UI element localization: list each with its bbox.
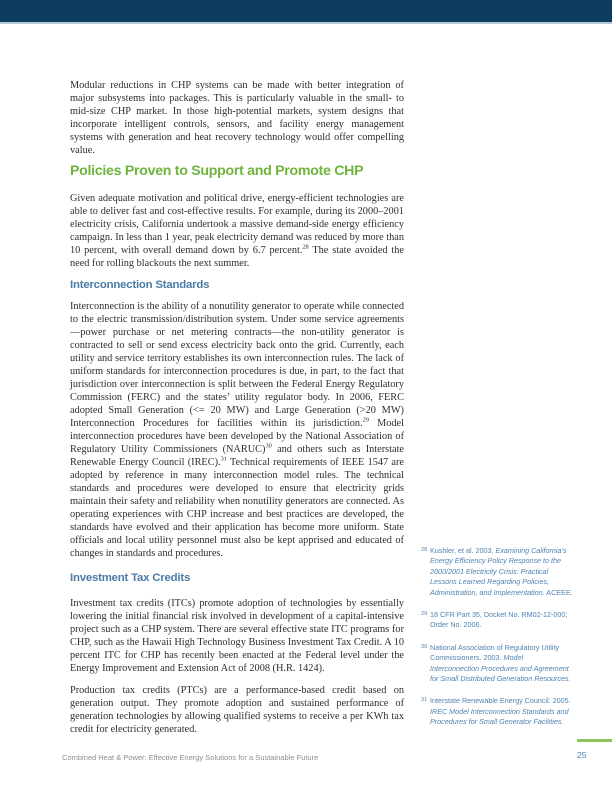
- paragraph-text: Model interconnection procedures have been developed by the National Association of Regulatory Utility Commissioners (NARUC): [70, 418, 404, 455]
- paragraph-text: and others such as Interstate Renewable Energy Council (IREC).: [70, 444, 404, 468]
- footnote-30: [421, 643, 573, 685]
- footnote-text-italic: Model Interconnection Procedures and Agreement for Small Distributed Generation Resources.: [430, 653, 571, 684]
- page-number: 25: [577, 750, 587, 760]
- footnote-text: ACEEE.: [544, 587, 573, 597]
- paragraph-modular-reductions: Modular reductions in CHP systems can be made with better integration of major subsystems into packages. This is particularly valuable in the small- to mid-size CHP market. In those high-potential markets, system designs that incorporate intelligent controls, sensors, and facility energy management systems with generation and heat recovery technology would offer compelling value.: [70, 80, 404, 156]
- paragraph-text: The state avoided the need for rolling blackouts the next summer.: [70, 245, 404, 269]
- paragraph-itc: Investment tax credits (ITCs) promote adoption of technologies by essentially lowering the initial financial risk involved in development of a capital-intensive project such as a CHP system. There are several effective state ITC programs for CHP, such as the Hawaii High Technology Business Investment Tax Credit. A 10 percent ITC for CHP has recently been enacted at the Federal level under the Energy Improvement and Extension Act of 2008 (H.R. 1424).: [70, 598, 404, 674]
- footnotes-sidebar: [421, 546, 573, 740]
- footnote-text: Interstate Renewable Energy Council. 2005.: [430, 696, 571, 706]
- footer-rule: [577, 739, 612, 742]
- footnote-text-italic: Examining California’s Energy Efficiency Policy Response to the 2000/2001 Electricity Crisis: Practical Lessons Learned Regarding Policies, Administration, and Implementation.: [430, 546, 567, 597]
- footnote-ref-31: 31: [220, 455, 227, 463]
- header-band-underline: [0, 22, 612, 24]
- footnote-number: 28: [421, 547, 428, 553]
- footnote-29: [421, 610, 573, 631]
- footnote-text-italic: IREC Model Interconnection Standards and Procedures for Small Generator Facilities.: [430, 706, 569, 727]
- footnote-text: Kushler, et al. 2003.: [430, 546, 496, 555]
- paragraph-text: Technical requirements of IEEE 1547 are adopted by reference in many interconnection model rules. The technical standards and procedures were developed to ensure that electricity grids maintain their safety and reliability when nonutility generators are connected. As operating experiences with CHP increase and best practices are developed, the standards have evolved and their application has become more uniform. State officials and local utility personnel must also be kept apprised and educated of changes in standards and procedures.: [70, 457, 405, 559]
- footnote-text: National Association of Regulatory Utility Commissioners. 2003.: [430, 642, 560, 663]
- footnote-ref-28: 28: [302, 243, 309, 251]
- paragraph-interconnection: [70, 300, 404, 560]
- subheading-investment-tax-credits: Investment Tax Credits: [70, 572, 191, 584]
- footnote-number: 29: [421, 611, 428, 618]
- footnote-number: 30: [421, 643, 428, 650]
- paragraph-text: Given adequate motivation and political drive, energy-efficient technologies are able to deliver fast and cost-effective results. For example, during its 2000–2001 electricity crisis, California undertook a massive demand-side energy efficiency campaign. In less than 1 year, peak electricity demand was reduced by more than 10 percent, with overall demand down by 6.7 percent.: [70, 193, 404, 256]
- paragraph-california-crisis: [70, 192, 404, 270]
- footnote-text: 18 CFR Part 35, Docket No. RM02-12-000; Order No. 2006.: [430, 610, 568, 630]
- subheading-interconnection-standards: Interconnection Standards: [70, 279, 210, 291]
- footnote-ref-30: 30: [265, 442, 272, 450]
- paragraph-text: Interconnection is the ability of a nonutility generator to operate while connected to the electric transmission/distribution system. Under some service agreements—power purchase or net metering contracts—the non-utility generator is contracted to sell or send excess electricity back onto the grid. Currently, each utility and service territory establishes its own interconnection rules. The lack of uniform standards for interconnection procedures is due, in part, to the fact that jurisdiction over interconnection is split between the Federal Energy Regulatory Commission (FERC) and the states’ utility regulator body. In 2006, FERC adopted Small Generation (<= 20 MW) and Large Generation (>20 MW) Interconnection Procedures for facilities within its jurisdiction.: [70, 301, 404, 429]
- footnote-31: [421, 696, 573, 727]
- paragraph-ptc: Production tax credits (PTCs) are a performance-based credit based on generation output. They promote adoption and sustained performance of generation technologies by allowing qualified systems to receive a per KWh tax credit for electricity generated.: [70, 685, 404, 735]
- section-heading-policies: Policies Proven to Support and Promote CHP: [70, 163, 364, 179]
- footnote-ref-29: 29: [362, 416, 369, 424]
- header-band: [0, 0, 612, 22]
- footer-document-title: Combined Heat & Power: Effective Energy Solutions for a Sustainable Future: [62, 753, 319, 762]
- footnote-number: 31: [421, 697, 428, 704]
- footnote-28: [421, 546, 573, 598]
